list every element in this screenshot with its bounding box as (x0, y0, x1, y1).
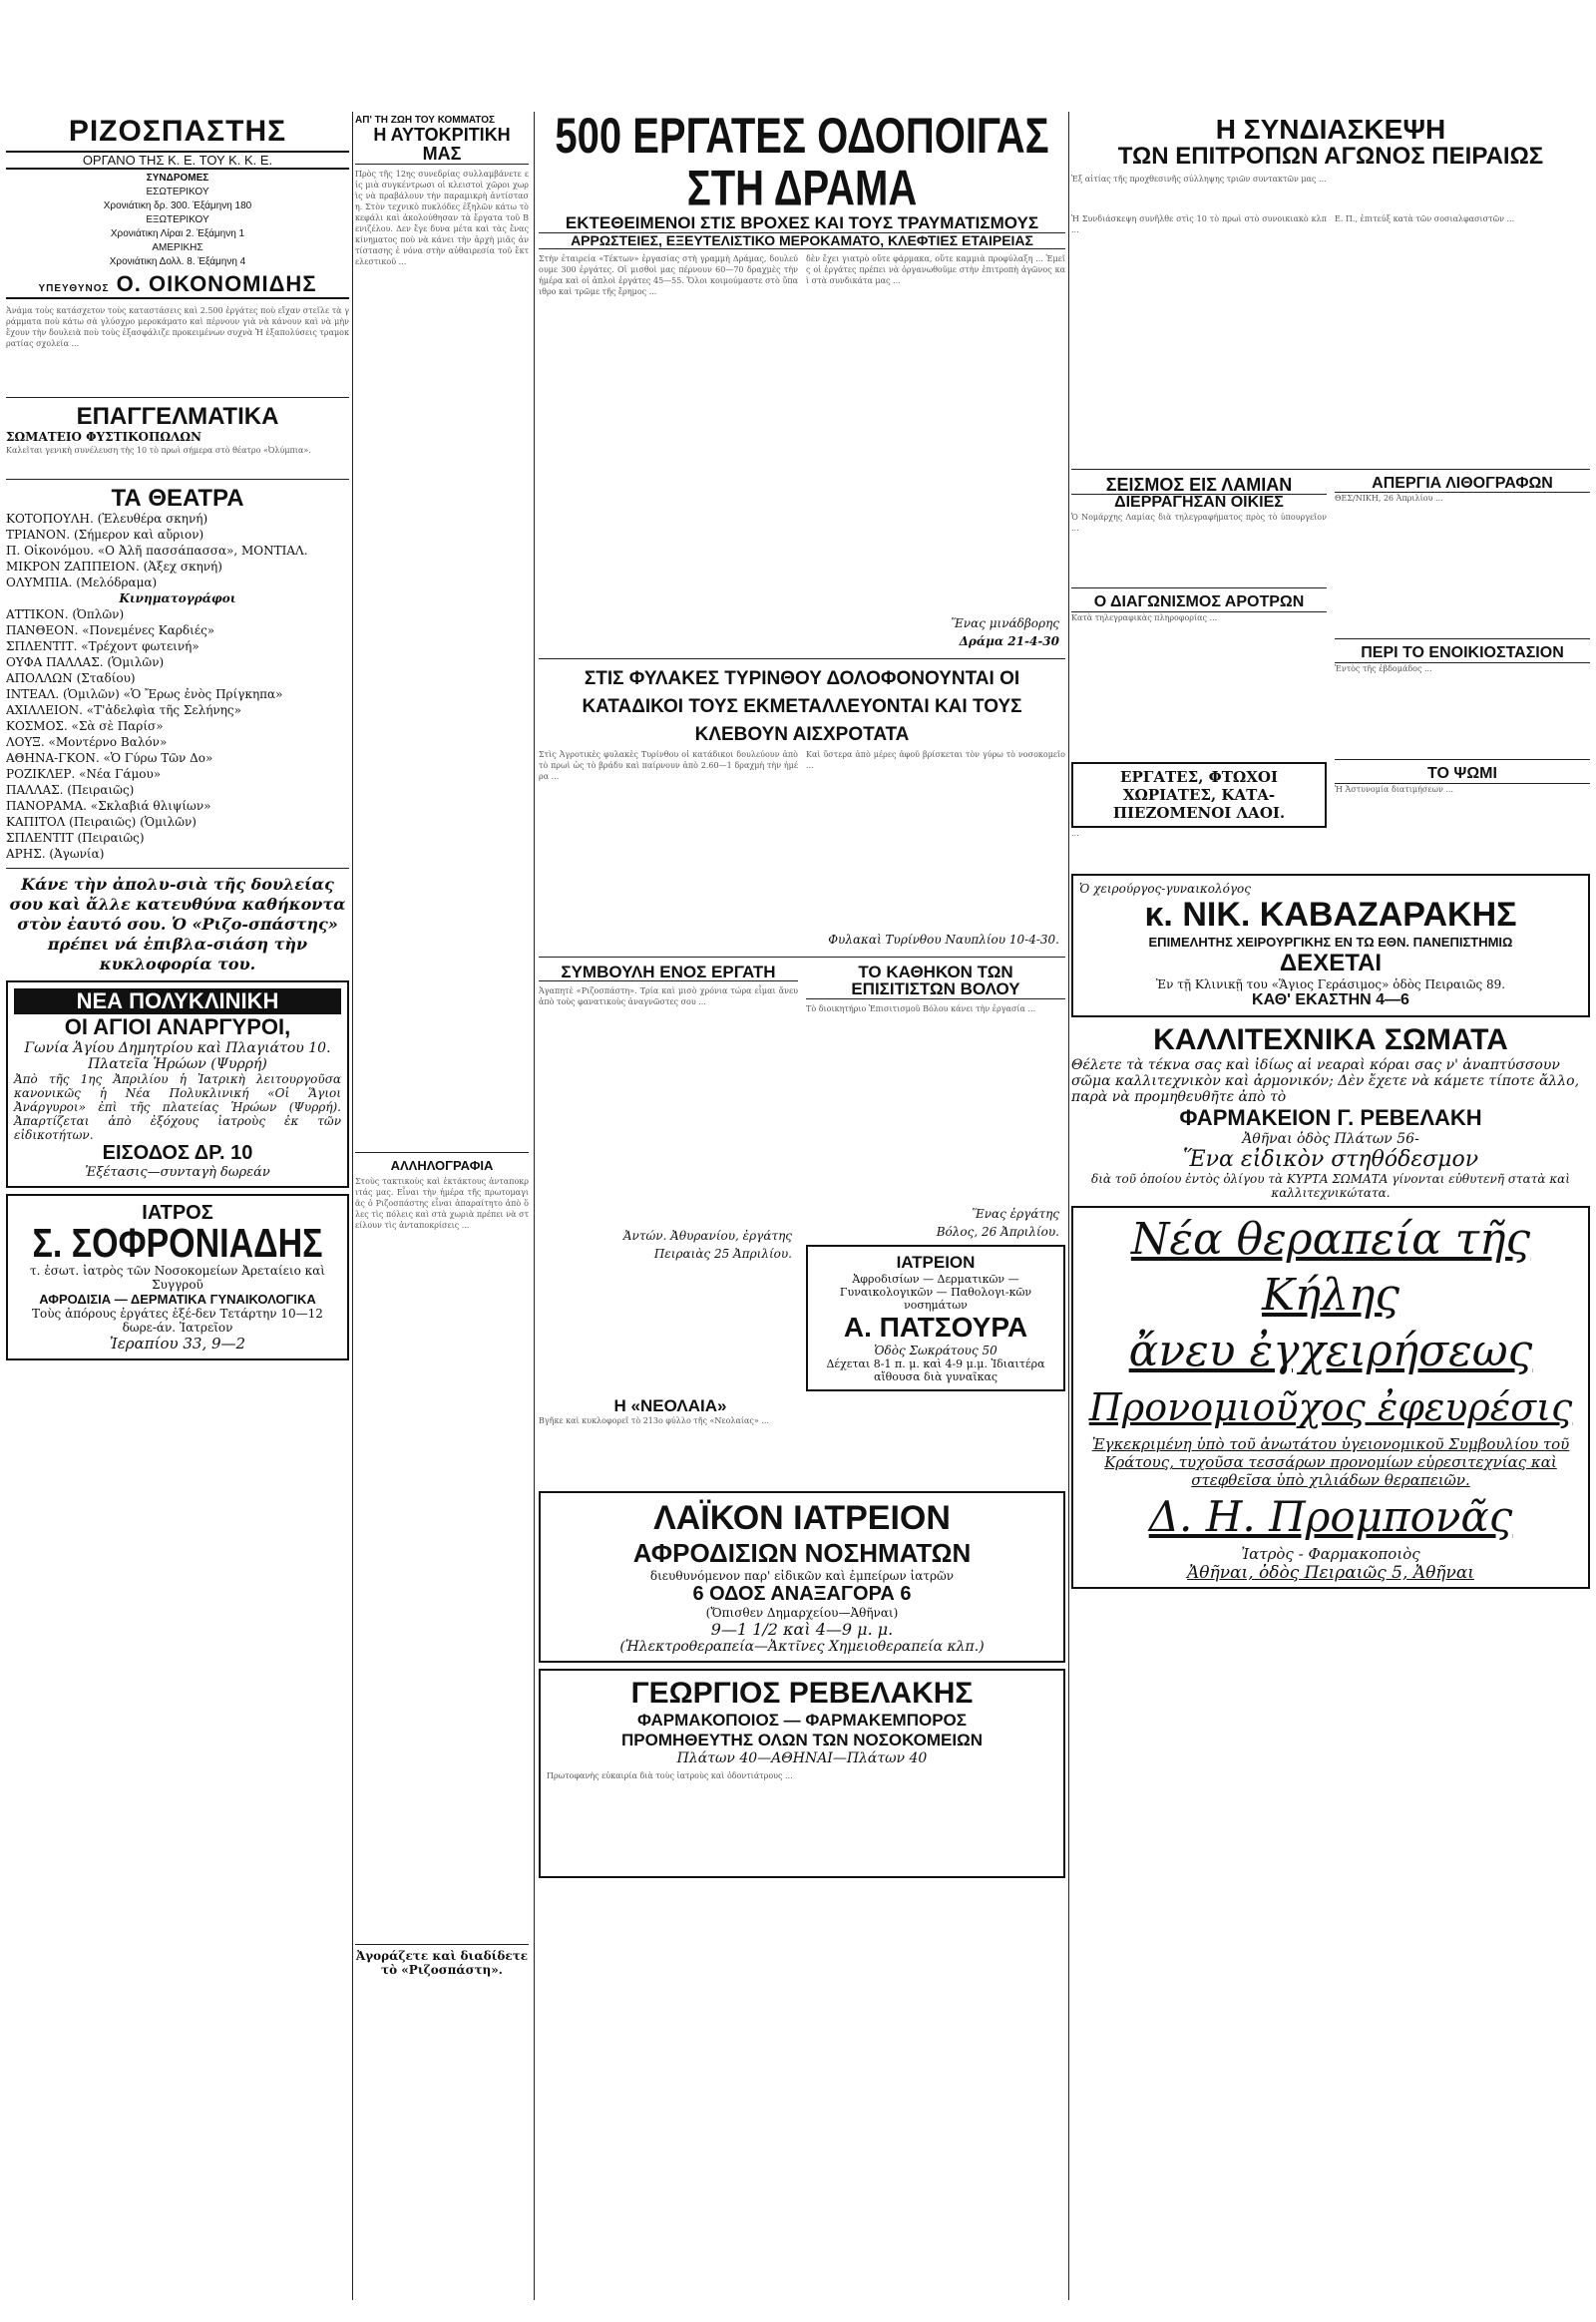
workers-call: ΕΡΓΑΤΕΣ, ΦΤΩΧΟΙ ΧΩΡΙΑΤΕΣ, ΚΑΤΑ-ΠΙΕΖΟΜΕΝΟΙ ΛΑΟΙ. (1071, 762, 1327, 828)
conference-headline: Η ΣΥΝΔΙΑΣΚΕΨΗ (1215, 115, 1446, 145)
correspondence-heading: ΑΛΛΗΛΟΓΡΑΦΙΑ (390, 1157, 494, 1173)
strike-article: ΑΠΕΡΓΙΑ ΛΙΘΟΓΡΑΦΩΝ ΘΕΣ/ΝΙΚΗ, 26 Ἀπριλίου ... (1335, 476, 1590, 633)
union-name: ΣΩΜΑΤΕΙΟ ΦΥΣΤΙΚΟΠΩΛΩΝ (6, 430, 201, 445)
lamia-article: ΣΕΙΣΜΟΣ ΕΙΣ ΛΑΜΙΑΝ ΔΙΕΡΡΑΓΗΣΑΝ ΟΙΚΙΕΣ Ὁ Νομάρχης Λαμίας διὰ τηλεγραφήματος πρὸς τὸ ὑπουργεῖον ... (1071, 474, 1327, 534)
rent-article: ΠΕΡΙ ΤΟ ΕΝΟΙΚΙΟΣΤΑΣΙΟΝ Ἐντὸς τῆς ἑβδομάδος ... (1335, 645, 1590, 753)
section-kicker: ΑΠ' ΤΗ ΖΩΗ ΤΟΥ ΚΟΜΜΑΤΟΣ (355, 115, 496, 126)
article-body: Πρὸς τῆς 12ης συνεδρίας συλλαμβάνετε εἰς μιὰ συγκέντρωσι οἱ κλειστοὶ χῶροι χωρὶς νὰ πραβάλουν τὴν παραμικρὴ ἀντίσταση. Στὸν τεχνικὸ πυκλόδες ἐξηλῶν κάτω τὸ κεφάλι καὶ ἀκολούθησαν τὰ ἔργατα τοῦ Βενιζέλου. Δεν ἔγε δυνα μέτα καὶ τὰς ἔνας κίνηματος ποὺ νὰ κάνει τὴν ἀρχὴ μιᾶς ἀντίστασης ἐ νόνα στὴν αὐθαιρεσία τοῦ ἔκτελεστικοῦ ... (355, 169, 529, 266)
main-place-date: Δράμα 21-4-30 (959, 633, 1059, 648)
self-criticism-heading: Η ΑΥΤΟΚΡΙΤΙΚΗ ΜΑΣ (355, 126, 529, 165)
main-headline: 500 ΕΡΓΑΤΕΣ ΟΔΟΠΟΙΓΑΣ ΣΤΗ ΔΡΑΜΑ (555, 115, 1049, 216)
theatres-heading: ΤΑ ΘΕΑΤΡΑ (111, 485, 244, 513)
column-3 (539, 115, 1065, 2302)
theatre-listings: ΚΟΤΟΠΟΥΛΗ. (Ἐλευθέρα σκηνή) ΤΡΙΑΝΟΝ. (Σήμερον καὶ αὔριον) Π. Οἰκονόμου. «Ο Ἀλῆ πασσάπασσα», ΜΟΝΤΙΑΛ. ΜΙΚΡΟΝ ΖΑΠΠΕΙΟΝ. (Ἀξεχ σκηνή) ΟΛΥΜΠΙΑ. (Μελόδραμα) Κινηματογράφοι ΑΤΤΙΚΟΝ. (Ὀπλῶν) ΠΑΝΘΕΟΝ. «Πονεμένες Καρδιές» ΣΠΛΕΝΤΙΤ. «Τρέχοντ φωτεινή» ΟΥΦΑ ΠΑΛΛΑΣ. (Ὁμιλῶν) ΑΠΟΛΛΩΝ (Σταδίου) ΙΝΤΕΑΛ. (Ὁμιλῶν) «Ὁ Ἔρως ἐνὸς Πρίγκηπα» ΑΧΙΛΛΕΙΟΝ. «Τ'ἀδελφὶα τῆς Σελήνης» ΚΟΣΜΟΣ. «Σὰ σὲ Παρίσ» ΛΟΥΞ. «Μοντέρνο Βαλόν» ΑΘΗΝΑ-ΓΚΟΝ. «Ὁ Γύρω Τῶν Δο» ΡΟΖΙΚΛΕΡ. «Νέα Γάμου» ΠΑΛΛΑΣ. (Πειραιῶς) ΠΑΝΟΡΑΜΑ. «Σκλαβιά θλιψίων» ΚΑΠΙΤΟΛ (Πειραιῶς) (Ὁμιλῶν) ΣΠΛΕΝΤΙΤ (Πειραιῶς) ΑΡΗΣ. (Ἀγωνία) (6, 512, 308, 862)
bread-article: ΤΟ ΨΩΜΙ Ἡ Ἀστυνομία διατιμήσεων ... (1335, 766, 1590, 864)
masthead (6, 115, 349, 299)
revelakis-ad: ΓΕΩΡΓΙΟΣ ΡΕΒΕΛΑΚΗΣ ΦΑΡΜΑΚΟΠΟΙΟΣ — ΦΑΡΜΑΚΕΜΠΟΡΟΣ ΠΡΟΜΗΘΕΥΤΗΣ ΟΛΩΝ ΤΩΝ ΝΟΣΟΚΟΜΕΙΩΝ Πλάτων 40—ΑΘΗΝΑΙ—Πλάτων 40 Πρωτοφανὴς εὐκαιρία διὰ τοὺς ἰατροὺς καὶ ὀδοντιάτρους ... (539, 1669, 1065, 1878)
clinic-ad: ΝΕΑ ΠΟΛΥΚΛΙΝΙΚΗ ΟΙ ΑΓΙΟΙ ΑΝΑΡΓΥΡΟΙ, Γωνία Ἁγίου Δημητρίου καὶ Πλαγιάτου 10. Πλατεῖα Ἡρώων (Ψυρρή) Ἀπὸ τῆς 1ης Ἀπριλίου ἡ Ἰατρικὴ λειτουργοῦσα κανονικῶς ἡ Νέα Πολυκλινική «Οἱ Ἅγιοι Ἀνάργυροι» ἐπὶ τῆς πλατείας Ἡρώων (Ψυρρή). Ἀπαρτίζεται ἀπὸ ἐξόχους ἰατροὺς ἐκ τῶν εἰδικοτήτων. ΕΙΣΟΔΟΣ ΔΡ. 10 Ἐξέτασις—συνταγὴ δωρεάν (6, 980, 349, 1188)
conference-subheadline: ΤΩΝ ΕΠΙΤΡΟΠΩΝ ΑΓΩΝΟΣ ΠΕΙΡΑΙΩΣ (1117, 143, 1544, 171)
volos-article: ΤΟ ΚΑΘΗΚΟΝ ΤΩΝ ΕΠΙΣΙΤΙΣΤΩΝ ΒΟΛΟΥ Τὸ διοικητήριο Ἐπισιτισμοῦ Βόλου κάνει τὴν ἐργασία ... Ἕνας ἐργάτης Βόλος, 26 Ἀπριλίου. ΙΑΤΡΕΙΟΝ Ἀφροδισίων — Δερματικῶν — Γυναικολογικῶν — Παθολογι-κῶν νοσημάτων Α. ΠΑΤΣΟΥΡΑ Ὁδὸς Σωκράτους 50 Δέχεται 8-1 π. μ. καὶ 4-9 μ.μ. Ἰδιαιτέρα αἴθουσα διὰ γυναῖκας (806, 964, 1065, 1398)
column-rule (352, 112, 353, 2300)
column-rule (534, 112, 535, 2300)
main-article: Στὴν ἐταιρεία «Τέκτων» ἐργασίας στὴ γραμμὴ Δράμας, δουλεύουμε 300 ἐργάτες. Οἱ μισθοὶ μας πέρνουν 60—70 δραχμὲς τὴν ἡμέρα καὶ οἱ ἀπλοὶ ἐργάτες 45—55. Ὅλοι κοιμούμαστε στὸ ὕπαιθρο καὶ τρῶμε τῆς ἔρημος ... δὲν ἔχει γιατρὸ οὔτε φάρμακα, οὔτε καμμιὰ προφύλαξη ... Ἐμεῖς οἱ ἐργάτες πρέπει νὰ ὀργανωθοῦμε στὴν ἐπιτροπὴ ἀγῶνος καὶ στὰ συνδικάτα μας ... Ἕνας μινάδβορης Δράμα 21-4-30 (539, 253, 1065, 648)
main-subheadline-1: ΕΚΤΕΘΕΙΜΕΝΟΙ ΣΤΙΣ ΒΡΟΧΕΣ ΚΑΙ ΤΟΥΣ ΤΡΑΥΜΑΤΙΣΜΟΥΣ (565, 213, 1039, 232)
column-rule (1068, 112, 1069, 2300)
column-2 (355, 115, 529, 2302)
laikon-ad: ΛΑΪΚΟΝ ΙΑΤΡΕΙΟΝ ΑΦΡΟΔΙΣΙΩΝ ΝΟΣΗΜΑΤΩΝ διευθυνόμενον παρ' εἰδικῶν καὶ ἐμπείρων ἰατρῶν 6 ΟΔΟΣ ΑΝΑΞΑΓΟΡΑ 6 (Ὄπισθεν Δημαρχείου—Ἀθῆναι) 9—1 1/2 καὶ 4—9 μ. μ. (Ἠλεκτροθεραπεία—Ἀκτῖνες Χημειοθεραπεία κλπ.) (539, 1491, 1065, 1663)
intro-text: Ἀνάμα τοὺς κατάσχετον τοὺς καταστάσεις καὶ 2.500 ἐργάτες ποὺ εἴχαν στεῖλε τὰ γράμματα ποὺ κάτω σὰ γλύσχρο μεροκάματο καὶ πέρνουν γιὰ νὰ κάνουν καὶ νὰ μὴν ἔχουν τὴν δουλειὰ ποὺ τοὺς ἐξασφάλιζε προκειμένων συχνὰ Ἡ ἐξαπολύσεις τραμοκρατίας σχολεία ... (6, 306, 349, 348)
tiryns-signature: Φυλακαὶ Τυρίνθου Ναυπλίου 10-4-30. (828, 932, 1059, 947)
kavazarakis-ad: Ὁ χειρούργος-γυναικολόγος κ. ΝΙΚ. ΚΑΒΑΖΑΡΑΚΗΣ ΕΠΙΜΕΛΗΤΗΣ ΧΕΙΡΟΥΡΓΙΚΗΣ ΕΝ ΤΩ ΕΘΝ. ΠΑΝΕΠΙΣΤΗΜΙΩ ΔΕΧΕΤΑΙ Ἐν τῇ Κλινικῇ του «Ἅγιος Γεράσιμος» ὁδὸς Πειραιῶς 89. ΚΑΘ' ΕΚΑΣΤΗΝ 4—6 (1071, 874, 1590, 1017)
tiryns-headline: ΣΤΙΣ ΦΥΛΑΚΕΣ ΤΥΡΙΝΘΟΥ ΔΟΛΟΦΟΝΟΥΝΤΑΙ ΟΙ ΚΑΤΑΔΙΚΟΙ ΤΟΥΣ ΕΚΜΕΤΑΛΛΕΥΟΝΤΑΙ ΚΑΙ ΤΟΥΣ ΚΛΕΒΟΥΝ ΑΙΣΧΡΟΤΑΤΑ (582, 667, 1022, 745)
corsets-ad: ΚΑΛΛΙΤΕΧΝΙΚΑ ΣΩΜΑΤΑ Θέλετε τὰ τέκνα σας καὶ ἰδίως αἱ νεαραὶ κόραι σας ν' ἀναπτύσσουν σῶμα καλλιτεχνικὸν καὶ ἀρμονικόν; Δὲν ἔχετε νὰ κάμετε τίποτε ἄλλο, παρὰ νὰ προμηθευθῆτε ἀπὸ τὸ ΦΑΡΜΑΚΕΙΟΝ Γ. ΡΕΒΕΛΑΚΗ Ἀθῆναι ὁδὸς Πλάτων 56- Ἕνα εἰδικὸν στηθόδεσμον διὰ τοῦ ὁποίου ἐντὸς ὀλίγου τὰ ΚΥΡΤΑ ΣΩΜΑΤΑ γίνονται εὐθυτενῆ στατὰ καὶ καλλιτεχνικώτατα. (1071, 1023, 1580, 1201)
publisher: ΥΠΕΥΘΥΝΟΣ Ο. ΟΙΚΟΝΟΜΙΔΗΣ (6, 271, 349, 299)
footer-note: Ἀγοράζετε καὶ διαδίδετε τὸ «Ριζοσπάστη». (355, 1944, 529, 1977)
subscriptions: ΣΥΝΔΡΟΜΕΣ ΕΣΩΤΕΡΙΚΟΥ Χρονιάτικη δρ. 300. Ἑξάμηνη 180 ΕΞΩΤΕΡΙΚΟΥ Χρονιάτικη Λίραι 2. Ἑξάμηνη 1 ΑΜΕΡΙΚΗΣ Χρονιάτικη Δολλ. 8. Ἑξάμηνη 4 (103, 173, 252, 267)
hernia-ad: Νέα θεραπεία τῆς Κήλης ἄνευ ἐγχειρήσεως Προνομιοῦχος ἐφευρέσις Ἐγκεκριμένη ὑπὸ τοῦ ἀνωτάτου ὑγειονομικοῦ Συμβουλίου τοῦ Κράτους, τυχοῦσα τεσσάρων προνομίων εὑρεσιτεχνίας καὶ στεφθεῖσα ὑπὸ χιλιάδων θεραπειῶν. Δ. Η. Προμπονᾶς Ἰατρὸς - Φαρμακοποιὸς Ἀθῆναι, ὁδὸς Πειραιῶς 5, Ἀθῆναι (1071, 1206, 1590, 1589)
column-4: Η ΣΥΝΔΙΑΣΚΕΨΗ ΤΩΝ ΕΠΙΤΡΟΠΩΝ ΑΓΩΝΟΣ ΠΕΙΡΑΙΩΣ Ἐξ αἰτίας τῆς προχθεσινῆς σύλληψης τριῶν συντακτῶν μας ... Ἡ Συνδιάσκεψη συνῆλθε στὶς 10 τὸ πρωὶ στὸ συνοικιακὸ κλπ ... Ε. Π., ἐπιτεύξ κατὰ τῶν σοσιαλφασιστῶν ... ΣΕΙΣΜΟΣ ΕΙΣ ΛΑΜΙΑΝ ΔΙΕΡΡΑΓΗΣΑΝ ΟΙΚΙΕΣ Ὁ Νομάρχης Λαμίας διὰ τηλεγραφήματος πρὸς τὸ ὑπουργεῖον ... Ο ΔΙΑΓΩΝΙΣΜΟΣ ΑΡΟΤΡΩΝ Κατὰ τηλεγραφικὰς πληροφορίας ... ΕΡΓΑΤΕΣ, ΦΤΩΧΟΙ ΧΩΡΙΑΤΕΣ, ΚΑΤΑ-ΠΙΕΖΟΜΕΝΟΙ ΛΑΟΙ. ... ΑΠΕΡΓΙΑ ΛΙΘΟΓΡΑΦΩΝ ΘΕΣ/ΝΙΚΗ, 26 Ἀπριλίου ... ΠΕΡΙ ΤΟ ΕΝΟΙΚΙΟΣΤΑΣΙΟΝ Ἐντὸς τῆς ἑβδομάδος ... ΤΟ ΨΩΜΙ Ἡ Ἀστυνομία διατιμήσεων ... Ὁ χειρούργος-γυναικολόγος κ. ΝΙΚ. ΚΑΒΑΖΑΡΑΚΗΣ ΕΠΙΜΕΛΗΤΗΣ ΧΕΙΡΟΥΡΓΙΚΗΣ ΕΝ ΤΩ ΕΘΝ. ΠΑΝΕΠΙΣΤΗΜΙΩ ΔΕΧΕΤΑΙ Ἐν τῇ Κλινικῇ του «Ἅγιος Γεράσιμος» ὁδὸς Πειραιῶς 89. ΚΑΘ' ΕΚΑΣΤΗΝ 4—6 ΚΑΛΛΙΤΕΧΝΙΚΑ ΣΩΜΑΤΑ Θέλετε τὰ τέκνα σας καὶ ἰδίως αἱ νεαραὶ κόραι σας ν' ἀναπτύσσουν σῶμα καλλιτεχνικὸν καὶ ἀρμονικόν; Δὲν ἔχετε νὰ κάμετε τίποτε ἄλλο, παρὰ νὰ προμηθευθῆτε ἀπὸ τὸ ΦΑΡΜΑΚΕΙΟΝ Γ. ΡΕΒΕΛΑΚΗ Ἀθῆναι ὁδὸς Πλάτων 56- Ἕνα εἰδικὸν στηθόδεσμον διὰ τοῦ ὁποίου ἐντὸς ὀλίγου τὰ ΚΥΡΤΑ ΣΩΜΑΤΑ γίνονται εὐθυτενῆ στατὰ καὶ καλλιτεχνικώτατα. Νέα θεραπεία τῆς Κήλης ἄνευ ἐγχειρήσεως Προνομιοῦχος ἐφευρέσις Ἐγκεκριμένη ὑπὸ τοῦ ἀνωτάτου ὑγειονομικοῦ Συμβουλίου τοῦ Κράτους, τυχοῦσα τεσσάρων προνομίων εὑρεσιτεχνίας καὶ στεφθεῖσα ὑπὸ χιλιάδων θεραπειῶν. Δ. Η. Προμπονᾶς Ἰατρὸς - Φαρμακοποιὸς Ἀθῆναι, ὁδὸς Πειραιῶς 5, Ἀθῆναι (1071, 115, 1590, 2302)
doctor-ad: ΙΑΤΡΟΣ Σ. ΣΟΦΡΟΝΙΑΔΗΣ τ. ἐσωτ. ἰατρὸς τῶν Νοσοκομείων Ἀρεταίειο καὶ Συγγροῦ ΑΦΡΟΔΙΣΙΑ — ΔΕΡΜΑΤΙΚΑ ΓΥΝΑΙΚΟΛΟΓΙΚΑ Τοὺς ἀπόρους ἐργάτες ἐξέ-δεν Τετάρτην 10—12 δωρε-άν. Ἰατρεῖον Ἰεραπίου 33, 9—2 (6, 1194, 349, 1360)
column-1: ΡΙΖΟΣΠΑΣΤΗΣ ΟΡΓΑΝΟ ΤΗΣ Κ. Ε. ΤΟΥ Κ. Κ. Ε. ΣΥΝΔΡΟΜΕΣ ΕΣΩΤΕΡΙΚΟΥ Χρονιάτικη δρ. 300. Ἑξάμηνη 180 ΕΞΩΤΕΡΙΚΟΥ Χρονιάτικη Λίραι 2. Ἑξάμηνη 1 ΑΜΕΡΙΚΗΣ Χρονιάτικη Δολλ. 8. Ἑξάμηνη 4 ΥΠΕΥΘΥΝΟΣ Ο. ΟΙΚΟΝΟΜΙΔΗΣ Ἀνάμα τοὺς κατάσχετον τοὺς καταστάσεις καὶ 2.500 ἐργάτες ποὺ εἴχαν στεῖλε τὰ γράμματα ποὺ κάτω σὰ γλύσχρο μεροκάματο καὶ πέρνουν γιὰ νὰ κάνουν καὶ νὰ μὴν ἔχουν τὴν δουλειὰ ποὺ τοὺς ἐξασφάλιζε προκειμένων συχνὰ Ἡ ἐξαπολύσεις τραμοκρατίας σχολεία ... ΕΠΑΓΓΕΛΜΑΤΙΚΑ ΣΩΜΑΤΕΙΟ ΦΥΣΤΙΚΟΠΩΛΩΝ Καλεῖται γενικὴ συνέλευση τὴς 10 τὸ πρωὶ σήμερα στὸ θέατρο «Ὀλύμπια». ΤΑ ΘΕΑΤΡΑ ΚΟΤΟΠΟΥΛΗ. (Ἐλευθέρα σκηνή) ΤΡΙΑΝΟΝ. (Σήμερον καὶ αὔριον) Π. Οἰκονόμου. «Ο Ἀλῆ πασσάπασσα», ΜΟΝΤΙΑΛ. ΜΙΚΡΟΝ ΖΑΠΠΕΙΟΝ. (Ἀξεχ σκηνή) ΟΛΥΜΠΙΑ. (Μελόδραμα) Κινηματογράφοι ΑΤΤΙΚΟΝ. (Ὀπλῶν) ΠΑΝΘΕΟΝ. «Πονεμένες Καρδιές» ΣΠΛΕΝΤΙΤ. «Τρέχοντ φωτεινή» ΟΥΦΑ ΠΑΛΛΑΣ. (Ὁμιλῶν) ΑΠΟΛΛΩΝ (Σταδίου) ΙΝΤΕΑΛ. (Ὁμιλῶν) «Ὁ Ἔρως ἐνὸς Πρίγκηπα» ΑΧΙΛΛΕΙΟΝ. «Τ'ἀδελφὶα τῆς Σελήνης» ΚΟΣΜΟΣ. «Σὰ σὲ Παρίσ» ΛΟΥΞ. «Μοντέρνο Βαλόν» ΑΘΗΝΑ-ΓΚΟΝ. «Ὁ Γύρω Τῶν Δο» ΡΟΖΙΚΛΕΡ. «Νέα Γάμου» ΠΑΛΛΑΣ. (Πειραιῶς) ΠΑΝΟΡΑΜΑ. «Σκλαβιά θλιψίων» ΚΑΠΙΤΟΛ (Πειραιῶς) (Ὁμιλῶν) ΣΠΛΕΝΤΙΤ (Πειραιῶς) ΑΡΗΣ. (Ἀγωνία) Κάνε τὴν ἀπολυ-σιὰ τῆς δουλείας σου καὶ ἄλλε κατευθύνα καθήκοντα στὸν ἐαυτό σου. Ὁ «Ριζο-σπάστης» πρέπει νά ἐπιβλα-σιάση τὴν κυκλοφορία του. ΝΕΑ ΠΟΛΥΚΛΙΝΙΚΗ ΟΙ ΑΓΙΟΙ ΑΝΑΡΓΥΡΟΙ, Γωνία Ἁγίου Δημητρίου καὶ Πλαγιάτου 10. Πλατεῖα Ἡρώων (Ψυρρή) Ἀπὸ τῆς 1ης Ἀπριλίου ἡ Ἰατρικὴ λειτουργοῦσα κανονικῶς ἡ Νέα Πολυκλινική «Οἱ Ἅγιοι Ἀνάργυροι» ἐπὶ τῆς πλατείας Ἡρώων (Ψυρρή). Ἀπαρτίζεται ἀπὸ ἐξόχους ἰατροὺς ἐκ τῶν εἰδικοτήτων. ΕΙΣΟΔΟΣ ΔΡ. 10 Ἐξέτασις—συνταγὴ δωρεάν ΙΑΤΡΟΣ Σ. ΣΟΦΡΟΝΙΑΔΗΣ τ. ἐσωτ. ἰατρὸς τῶν Νοσοκομείων Ἀρεταίειο καὶ Συγγροῦ ΑΦΡΟΔΙΣΙΑ — ΔΕΡΜΑΤΙΚΑ ΓΥΝΑΙΚΟΛΟΓΙΚΑ Τοὺς ἀπόρους ἐργάτες ἐξέ-δεν Τετάρτην 10—12 δωρε-άν. Ἰατρεῖον Ἰεραπίου 33, 9—2 (6, 115, 349, 2302)
conference-article: Ἡ Συνδιάσκεψη συνῆλθε στὶς 10 τὸ πρωὶ στὸ συνοικιακὸ κλπ ... Ε. Π., ἐπιτεύξ κατὰ τῶν σοσιαλφασιστῶν ... (1071, 213, 1515, 234)
main-signature: Ἕνας μινάδβορης (951, 615, 1059, 630)
appeal-text: Κάνε τὴν ἀπολυ-σιὰ τῆς δουλείας σου καὶ ἄλλε κατευθύνα καθήκοντα στὸν ἐαυτό σου. Ὁ «Ριζο-σπάστης» πρέπει νά ἐπιβλα-σιάση τὴν κυκλοφορία του. (9, 875, 346, 974)
contest-article: Ο ΔΙΑΓΩΝΙΣΜΟΣ ΑΡΟΤΡΩΝ Κατὰ τηλεγραφικὰς πληροφορίας ... (1071, 594, 1327, 762)
main-subheadline-2: ΑΡΡΩΣΤΕΙΕΣ, ΕΞΕΥΤΕΛΙΣΤΙΚΟ ΜΕΡΟΚΑΜΑΤΟ, ΚΛΕΦΤΙΕΣ ΕΤΑΙΡΕΙΑΣ (539, 232, 1065, 249)
tiryns-article: Στὶς Ἀγροτικὲς φυλακὲς Τυρίνθου οἱ κατάδικοι δουλεύουν ἀπὸ τὸ πρωὶ ὡς τὸ βράδυ καὶ παίρνουν ἀπὸ 2.60—1 δραχμὴ τὴν ἡμέρα ... Καὶ ὕστερα ἀπὸ μέρες ἀφοῦ βρίσκεται τὸν γύρω τὸ νοσοκομεῖο ... Φυλακαὶ Τυρίνθου Ναυπλίου 10-4-30. (539, 749, 1065, 947)
neolaia-article: Η «ΝΕΟΛΑΙΑ» Βγῆκε καὶ κυκλοφορεῖ τὸ 213ο φύλλο τῆς «Νεολαίας» ... (539, 1396, 769, 1426)
professional-heading: ΕΠΑΓΓΕΛΜΑΤΙΚΑ (76, 403, 279, 430)
patsoura-ad: ΙΑΤΡΕΙΟΝ Ἀφροδισίων — Δερματικῶν — Γυναικολογικῶν — Παθολογι-κῶν νοσημάτων Α. ΠΑΤΣΟΥΡΑ Ὁδὸς Σωκράτους 50 Δέχεται 8-1 π. μ. καὶ 4-9 μ.μ. Ἰδιαιτέρα αἴθουσα διὰ γυναῖκας (806, 1245, 1065, 1391)
correspondence-body: Στοὺς τακτικοὺς καὶ ἐκτάκτους ἀνταποκριτάς μας. Εἶναι τὴν ἡμέρα τῆς πρωτομαγιᾶς ὁ Ριζοσπάστης εἶναι ἀπαραίτητο ἀπὸ ὅλες τὶς πόλεις καὶ στὰ χωριὰ πρέπει νὰ στείλουν τὶς ἀνταποκρίσεις ... (355, 1177, 529, 1231)
advice-article: ΣΥΜΒΟΥΛΗ ΕΝΟΣ ΕΡΓΑΤΗ Ἀγαπητὲ «Ριζοσπάστη». Τρία καὶ μισὸ χρόνια τώρα εἶμαι ἄνευ ἀπὸ τοὺς φανατικοὺς ἀναγνῶστες σου ... Ἀντών. Ἀθυρανίου, ἐργάτης Πειραιὰς 25 Ἀπριλίου. (539, 962, 798, 1262)
newspaper-subtitle: ΟΡΓΑΝΟ ΤΗΣ Κ. Ε. ΤΟΥ Κ. Κ. Ε. (6, 151, 349, 170)
newspaper-title: ΡΙΖΟΣΠΑΣΤΗΣ (68, 115, 287, 148)
